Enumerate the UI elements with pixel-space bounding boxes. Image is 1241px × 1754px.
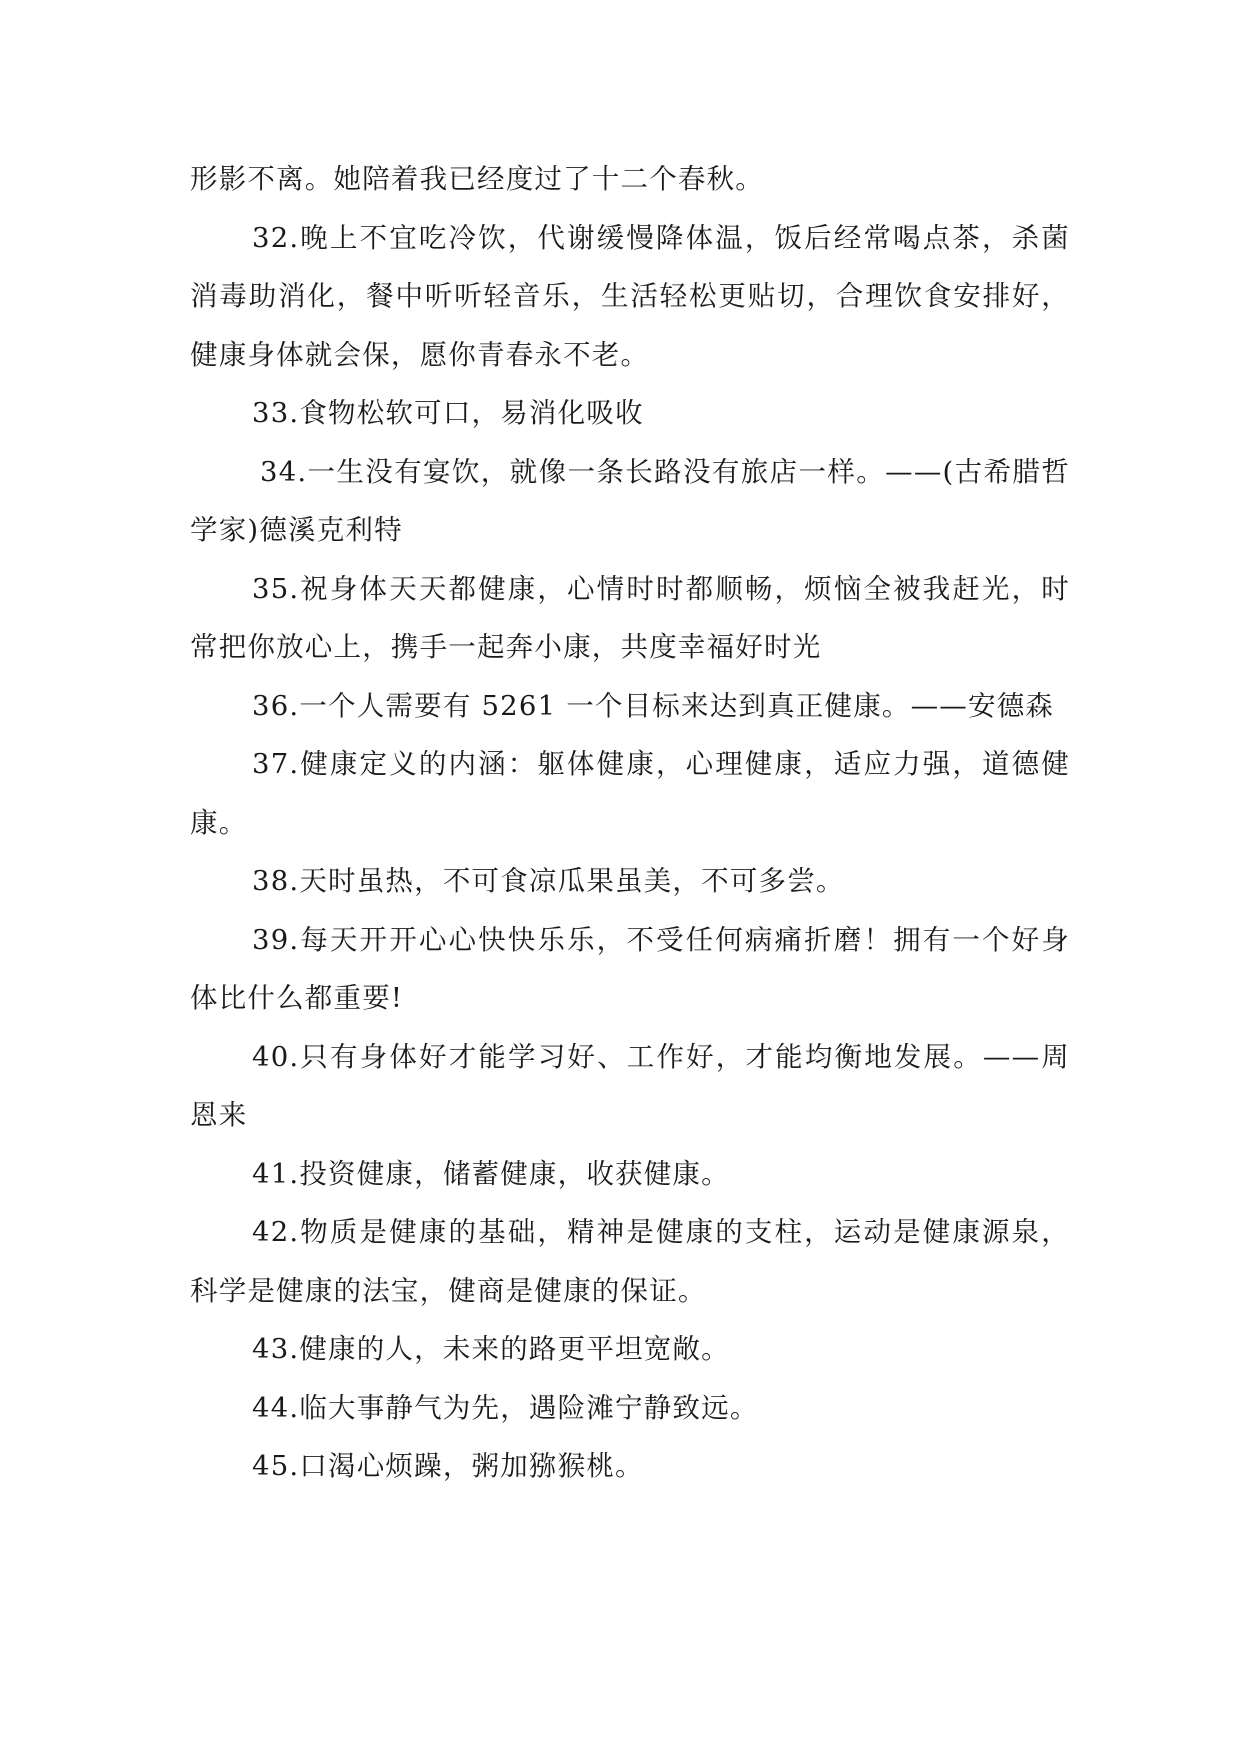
paragraph-item-43: 43.健康的人，未来的路更平坦宽敞。 [252,1333,730,1365]
paragraph-item-38: 38.天时虽热，不可食凉瓜果虽美，不可多尝。 [252,865,845,897]
paragraph-item-36: 36.一个人需要有 5261 一个目标来达到真正健康。——安德森 [252,689,1055,722]
paragraph-item-32: 32.晚上不宜吃冷饮，代谢缓慢降体温，饭后经常喝点茶，杀菌消毒助消化，餐中听听轻音乐，生活轻松更贴切，合理饮食安排好，健康身体就会保，愿你青春永不老。 [190,221,1070,371]
paragraph-item-35: 35.祝身体天天都健康，心情时时都顺畅，烦恼全被我赶光，时常把你放心上，携手一起奔小康，共度幸福好时光 [190,572,1070,663]
paragraph-item-40: 40.只有身体好才能学习好、工作好，才能均衡地发展。——周恩来 [190,1040,1070,1131]
paragraph-item-34: 34.一生没有宴饮，就像一条长路没有旅店一样。——(古希腊哲学家)德溪克利特 [190,455,1070,546]
paragraph-item-33: 33.食物松软可口，易消化吸收 [252,397,644,429]
document-page [190,150,1070,1496]
paragraph-item-41: 41.投资健康，储蓄健康，收获健康。 [252,1157,730,1190]
paragraph-item-37: 37.健康定义的内涵：躯体健康，心理健康，适应力强，道德健康。 [190,748,1070,839]
paragraph-continuation: 形影不离。她陪着我已经度过了十二个春秋。 [190,163,764,195]
paragraph-item-42: 42.物质是健康的基础，精神是健康的支柱，运动是健康源泉，科学是健康的法宝，健商是健康的保证。 [190,1216,1070,1307]
paragraph-item-39: 39.每天开开心心快快乐乐，不受任何病痛折磨！拥有一个好身体比什么都重要! [190,923,1070,1014]
paragraph-item-45: 45.口渴心烦躁，粥加猕猴桃。 [252,1450,644,1482]
paragraph-item-44: 44.临大事静气为先，遇险滩宁静致远。 [252,1391,759,1424]
